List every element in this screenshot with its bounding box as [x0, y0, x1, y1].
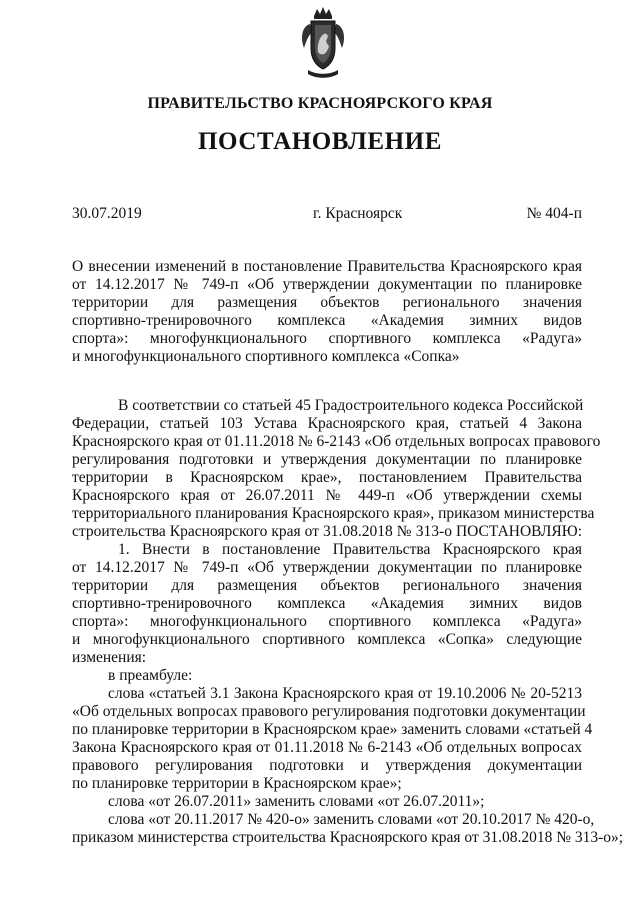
body-line: Федерации, статьей 103 Устава Красноярского края, статьей 4 Закона — [72, 415, 582, 432]
body-line: 1. Внести в постановление Правительства Красноярского края — [118, 541, 582, 558]
body-line: территориального планирования Красноярского края», приказом министерства — [72, 505, 595, 522]
document-city: г. Красноярск — [313, 205, 403, 222]
body-line: В соответствии со статьей 45 Градостроительного кодекса Российской — [118, 397, 584, 414]
subject-line: от 14.12.2017 № 749-п «Об утверждении документации по планировке — [72, 276, 582, 293]
body-line: Красноярского края от 26.07.2011 № 449-п «Об утверждении схемы — [72, 487, 582, 504]
body-line: слова «от 20.11.2017 № 420-о» заменить словами «от 20.10.2017 № 420-о, — [108, 811, 595, 828]
body-line: «Об отдельных вопросах правового регулирования подготовки документации — [72, 703, 586, 720]
body-line: строительства Красноярского края от 31.08.2018 № 313-о ПОСТАНОВЛЯЮ: — [72, 523, 582, 540]
body-line: слова «от 26.07.2011» заменить словами «от 26.07.2011»; — [108, 793, 485, 810]
body-line: территории в Красноярском крае», постановлением Правительства — [72, 469, 582, 486]
body-line: по планировке территории в Красноярском крае»; — [72, 775, 402, 792]
document-date: 30.07.2019 — [72, 205, 142, 222]
document-type-title: ПОСТАНОВЛЕНИЕ — [197, 128, 443, 155]
body-line: изменения: — [72, 649, 147, 666]
body-line: и многофункционального спортивного комплекса «Сопка» следующие — [72, 631, 582, 648]
document-number: № 404-п — [526, 205, 582, 222]
body-line: Закона Красноярского края от 01.11.2018 № 6-2143 «Об отдельных вопросах — [72, 739, 582, 756]
body-line: спорта»: многофункционального спортивного комплекса «Радуга» — [72, 613, 582, 630]
subject-line: О внесении изменений в постановление Правительства Красноярского края — [72, 258, 582, 275]
body-line: в преамбуле: — [108, 667, 193, 684]
body-line: слова «статьей 3.1 Закона Красноярского края от 19.10.2006 № 20-5213 — [108, 685, 582, 702]
government-title: ПРАВИТЕЛЬСТВО КРАСНОЯРСКОГО КРАЯ — [147, 95, 493, 112]
subject-line: спорта»: многофункционального спортивного комплекса «Радуга» — [72, 330, 582, 347]
body-line: по планировке территории в Красноярском крае» заменить словами «статьей 4 — [72, 721, 593, 738]
body-line: приказом министерства строительства Красноярского края от 31.08.2018 № 313-о»; — [72, 829, 624, 846]
body-line: Красноярского края от 01.11.2018 № 6-2143 «Об отдельных вопросах правового — [72, 433, 601, 450]
body-line: спортивно-тренировочного комплекса «Академия зимних видов — [72, 595, 582, 612]
body-line: территории для размещения объектов регионального значения — [72, 577, 582, 594]
subject-line: территории для размещения объектов регионального значения — [72, 294, 582, 311]
body-line: правового регулирования подготовки и утверждения документации — [72, 757, 582, 774]
coat-of-arms-emblem — [298, 6, 348, 80]
subject-line: и многофункционального спортивного комплекса «Сопка» — [72, 348, 460, 365]
body-line: регулирования подготовки и утверждения документации по планировке — [72, 451, 582, 468]
body-line: от 14.12.2017 № 749-п «Об утверждении документации по планировке — [72, 559, 582, 576]
subject-line: спортивно-тренировочного комплекса «Академия зимних видов — [72, 312, 582, 329]
